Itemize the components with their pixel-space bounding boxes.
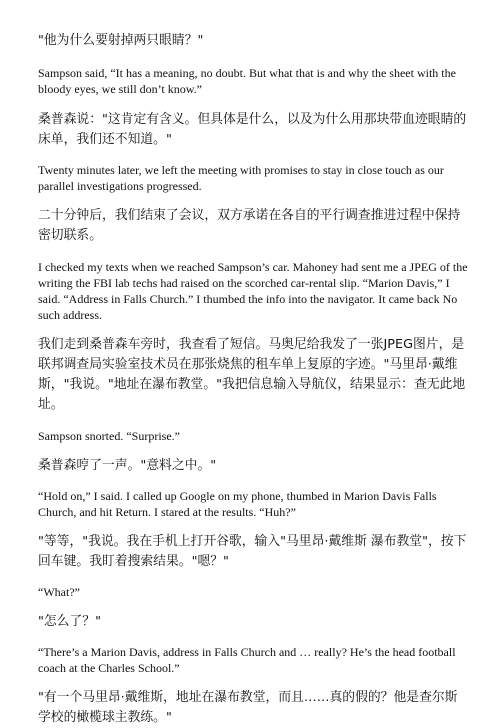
paragraph-zh-5: 桑普森哼了一声。"意料之中。" [38, 458, 217, 473]
paragraph-en-1: Sampson said, “It has a meaning, no doubt. But what that is and why the sheet with the bloody eyes, we still don’t know.” [38, 66, 456, 96]
paragraph-zh-8: "有一个马里昂·戴维斯，地址在瀑布教堂，而且……真的假的？他是查尔斯学校的橄榄球主教练。" [38, 690, 458, 725]
paragraph-en-4: Sampson snorted. “Surprise.” [38, 429, 180, 443]
paragraph-zh-6: "等等，"我说。我在手机上打开谷歌，输入"马里昂·戴维斯 瀑布教堂"，按下回车键。我盯着搜索结果。"嗯？" [38, 534, 467, 569]
document-page [38, 31, 468, 728]
paragraph-zh-4: 我们走到桑普森车旁时，我查看了短信。马奥尼给我发了一张JPEG图片，是联邦调查局实验室技术员在那张烧焦的租车单上复原的字迹。"马里昂·戴维斯，"我说。"地址在瀑布教堂。"我把信息输入导航仪，结果显示：查无此地址。 [38, 337, 466, 412]
paragraph-zh-7: "怎么了？" [38, 614, 101, 629]
paragraph-zh-3: 二十分钟后，我们结束了会议，双方承诺在各自的平行调查推进过程中保持密切联系。 [38, 208, 461, 243]
paragraph-en-6: “What?” [38, 585, 80, 599]
paragraph-zh-2: 桑普森说："这肯定有含义。但具体是什么，以及为什么用那块带血迹眼睛的床单，我们还不知道。" [38, 112, 467, 147]
paragraph-en-3: I checked my texts when we reached Sampson’s car. Mahoney had sent me a JPEG of the writing the FBI lab techs had raised on the scorched car-rental slip. “Marion Davis,” I said. “Address in Falls Church.” I thumbed the info into the navigator. It came back No such address. [38, 260, 468, 322]
paragraph-zh-1: "他为什么要射掉两只眼睛？" [38, 33, 204, 48]
paragraph-en-5: “Hold on,” I said. I called up Google on my phone, thumbed in Marion Davis Falls Church, and hit Return. I stared at the results. “Huh?” [38, 489, 437, 519]
paragraph-en-7: “There’s a Marion Davis, address in Falls Church and … really? He’s the head football coach at the Charles School.” [38, 645, 456, 675]
paragraph-en-2: Twenty minutes later, we left the meeting with promises to stay in close touch as our parallel investigations progressed. [38, 163, 444, 193]
